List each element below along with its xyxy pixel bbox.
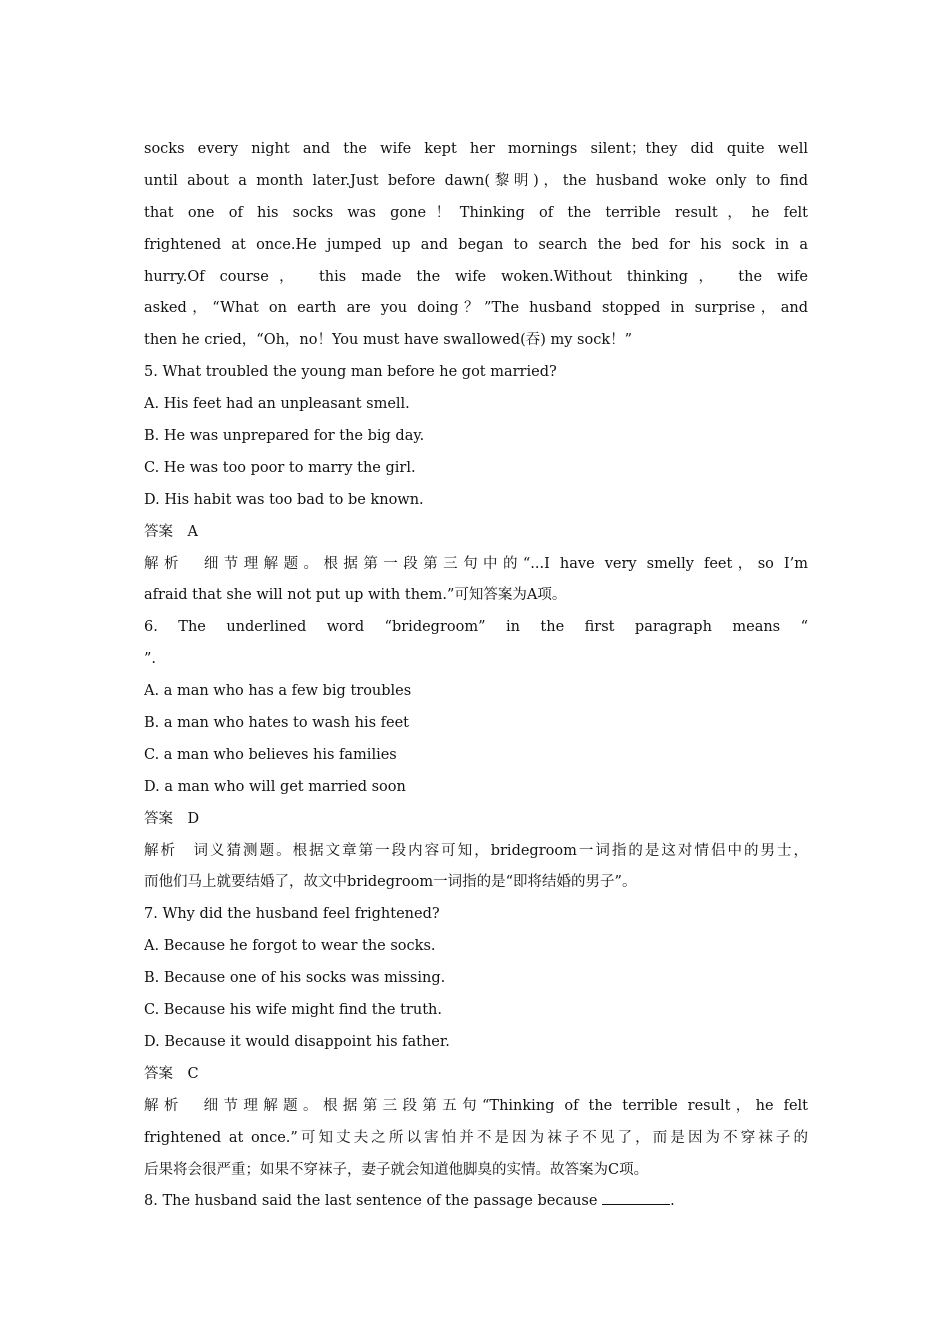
q5-option-c: C. He was too poor to marry the girl. [144,459,416,476]
q7-explanation: frightened at once.”可知丈夫之所以害怕并不是因为袜子不见了，而是因为不穿袜子的 [144,1129,808,1146]
q7-explanation: 后果将会很严重；如果不穿袜子，妻子就会知道他脚臭的实情。故答案为C项。 [144,1161,649,1178]
question-8-end: . [670,1193,675,1210]
q6-option-c: C. a man who believes his families [144,746,397,763]
q5-option-a: A. His feet had an unpleasant smell. [144,396,410,413]
passage-line: until about a month later.Just before dawn(黎明)，the husband woke only to find [144,172,808,189]
answer-blank [602,1190,670,1205]
passage-line: hurry.Of course， this made the wife woken.Without thinking， the wife [144,268,808,285]
q6-option-a: A. a man who has a few big troubles [144,683,412,700]
question-5: 5. What troubled the young man before he got married? [144,364,557,381]
q5-answer: 答案 A [144,523,198,540]
passage-line: then he cried，“Oh，no！You must have swallowed(吞) my sock！” [144,332,633,349]
document-content [144,134,808,1218]
question-6-end: ”. [144,651,157,668]
q7-option-a: A. Because he forgot to wear the socks. [144,938,436,955]
q6-option-d: D. a man who will get married soon [144,778,406,795]
question-7: 7. Why did the husband feel frightened? [144,906,440,923]
q6-answer: 答案 D [144,810,200,827]
passage-line: that one of his socks was gone！Thinking of the terrible result，he felt [144,204,808,221]
q5-explanation: afraid that she will not put up with them.”可知答案为A项。 [144,587,567,604]
q6-explanation: 解析 词义猜测题。根据文章第一段内容可知，bridegroom一词指的是这对情侣中的男士， [144,842,808,859]
q5-explanation: 解析 细节理解题。根据第一段第三句中的“...I have very smelly feet，so I’m [144,555,808,572]
q7-option-d: D. Because it would disappoint his father. [144,1033,450,1050]
question-6: 6. The underlined word “bridegroom” in the first paragraph means “ [144,619,808,636]
question-8 [144,1186,808,1218]
passage-line: frightened at once.He jumped up and began to search the bed for his sock in a [144,236,808,253]
passage-line: socks every night and the wife kept her mornings silent；they did quite well [144,141,808,157]
q7-option-b: B. Because one of his socks was missing. [144,970,446,987]
q7-explanation: 解析 细节理解题。根据第三段第五句“Thinking of the terrible result，he felt [144,1097,808,1114]
q7-option-c: C. Because his wife might find the truth. [144,1002,442,1019]
q6-option-b: B. a man who hates to wash his feet [144,715,409,732]
question-8-text: 8. The husband said the last sentence of the passage because [144,1193,598,1210]
passage-line: asked，“What on earth are you doing？”The husband stopped in surprise，and [144,300,808,317]
q7-answer: 答案 C [144,1065,199,1082]
q5-option-b: B. He was unprepared for the big day. [144,428,425,445]
q6-explanation: 而他们马上就要结婚了，故文中bridegroom一词指的是“即将结婚的男子”。 [144,874,637,891]
q5-option-d: D. His habit was too bad to be known. [144,491,424,508]
